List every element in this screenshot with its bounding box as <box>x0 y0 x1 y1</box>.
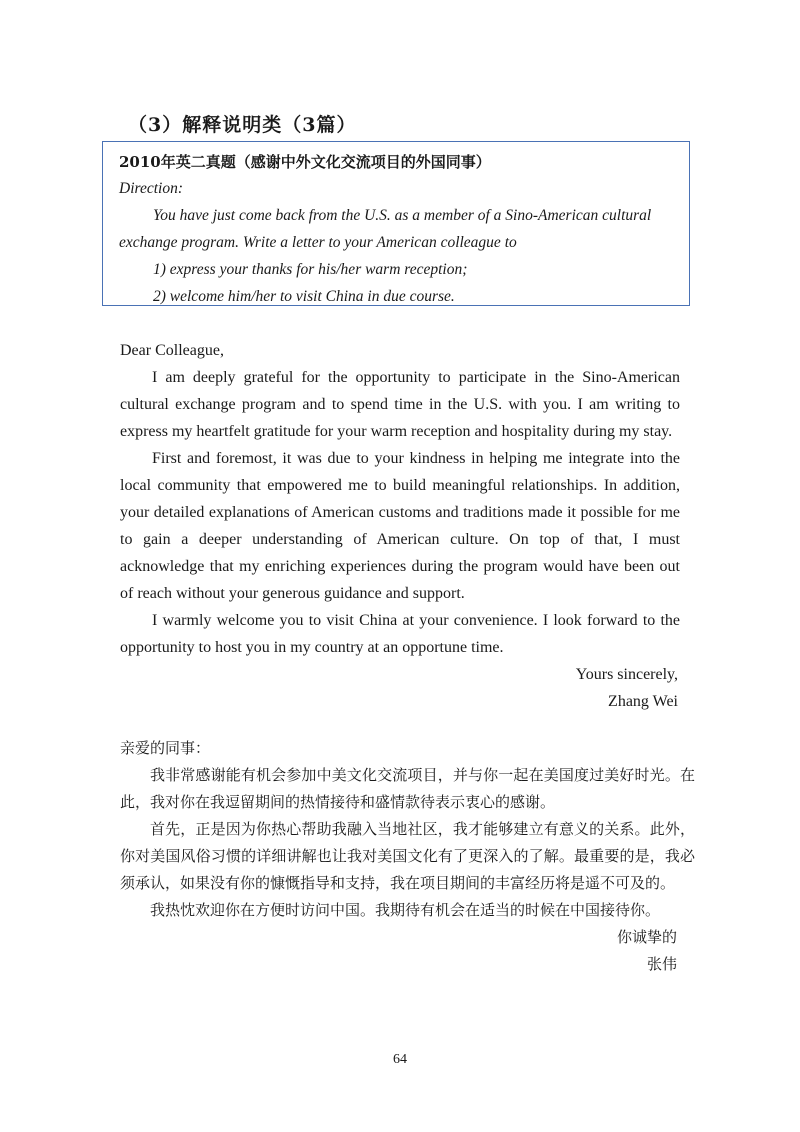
chinese-salutation: 亲爱的同事： <box>120 739 211 757</box>
task-title: 2010年英二真题（感谢中外文化交流项目的外国同事） <box>119 153 491 171</box>
page-number: 64 <box>393 1052 407 1067</box>
english-paragraph-3: I warmly welcome you to visit China at your convenience. I look forward to the opportunity to host you in my country at an opportune time. <box>120 612 680 656</box>
section-heading: （3）解释说明类（3篇） <box>128 114 357 136</box>
english-letter <box>120 337 680 715</box>
task-requirement-1: 1) express your thanks for his/her warm reception; <box>153 261 468 278</box>
chinese-letter <box>120 735 695 978</box>
task-requirement-2: 2) welcome him/her to visit China in due course. <box>153 288 455 305</box>
task-line: You have just come back from the U.S. as a member of a Sino-American cultural <box>153 207 652 224</box>
task-direction-label: Direction: <box>119 180 183 197</box>
english-paragraph-1: I am deeply grateful for the opportunity to participate in the Sino-American cultural exchange program and to spend time in the U.S. with you. I am writing to express my heartfelt gratitude for your warm reception and hospitality during my stay. <box>120 369 680 440</box>
chinese-paragraph-2: 首先，正是因为你热心帮助我融入当地社区，我才能够建立有意义的关系。此外，你对美国风俗习惯的详细讲解也让我对美国文化有了更深入的了解。最重要的是，我必须承认，如果没有你的慷慨指导和支持，我在项目期间的丰富经历将是遥不可及的。 <box>120 820 695 892</box>
english-paragraph-2: First and foremost, it was due to your kindness in helping me integrate into the local community that empowered me to build meaningful relationships. In addition, your detailed explanations of American customs and traditions made it possible for me to gain a deeper understanding of American culture. On top of that, I must acknowledge that my enriching experiences during the program would have been out of reach without your generous guidance and support. <box>120 450 680 602</box>
english-closing: Yours sincerely, <box>575 666 678 683</box>
chinese-paragraph-3: 我热忱欢迎你在方便时访问中国。我期待有机会在适当的时候在中国接待你。 <box>150 901 661 919</box>
chinese-closing: 你诚挚的 <box>616 928 677 946</box>
chinese-paragraph-1: 我非常感谢能有机会参加中美文化交流项目，并与你一起在美国度过美好时光。在此，我对你在我逗留期间的热情接待和盛情款待表示衷心的感谢。 <box>120 766 695 811</box>
english-salutation: Dear Colleague, <box>120 342 224 359</box>
english-signature: Zhang Wei <box>608 693 678 710</box>
task-prompt-box <box>102 141 690 306</box>
task-line: exchange program. Write a letter to your American colleague to <box>119 234 517 251</box>
chinese-signature: 张伟 <box>646 955 677 973</box>
